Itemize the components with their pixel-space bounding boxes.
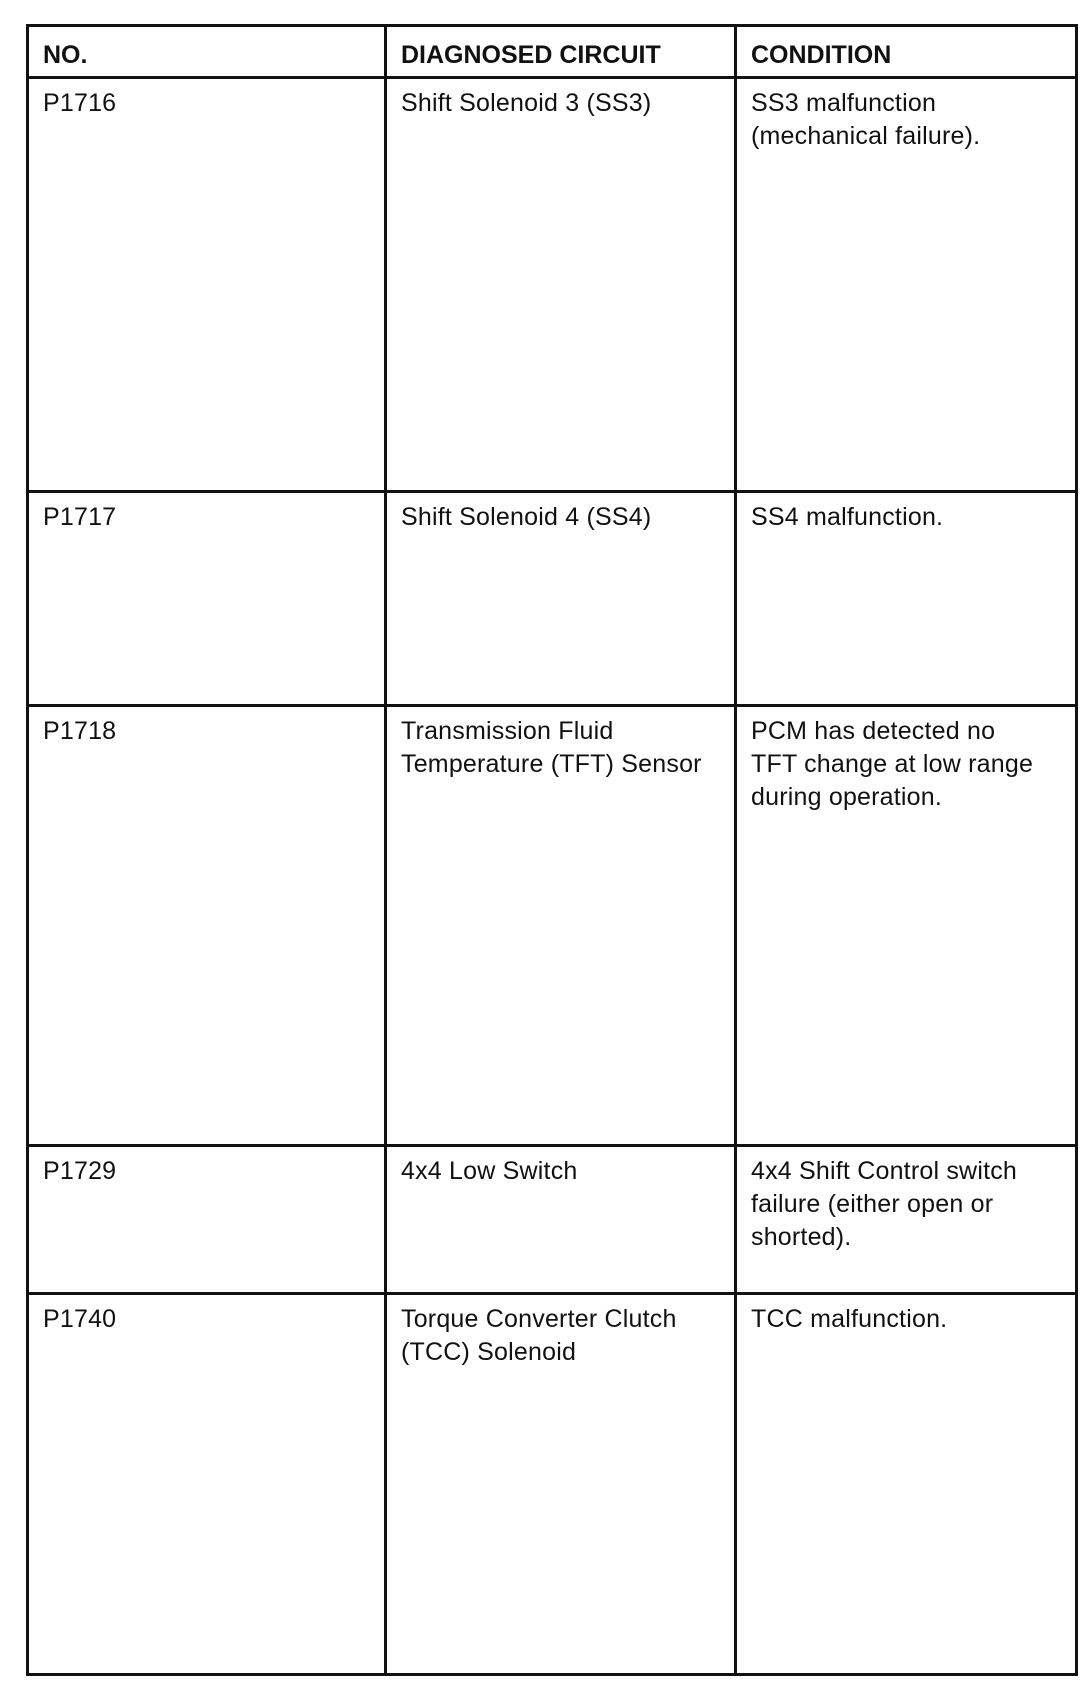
code-text: P1718 — [43, 717, 117, 745]
condition-text: PCM has detected no — [751, 717, 996, 745]
header-diagnosed-circuit: DIAGNOSED CIRCUIT — [387, 27, 737, 76]
cell-condition — [737, 707, 1075, 1144]
condition-text: (mechanical failure). — [751, 122, 981, 150]
condition-text: 4x4 Shift Control switch — [751, 1157, 1018, 1185]
cell-no — [29, 707, 387, 1144]
cell-condition — [737, 79, 1075, 490]
cell-circuit — [387, 707, 737, 1144]
cell-no — [29, 1295, 387, 1673]
cell-circuit — [387, 493, 737, 704]
table-row — [29, 79, 1075, 493]
condition-text: SS3 malfunction — [751, 89, 937, 117]
circuit-text: 4x4 Low Switch — [401, 1157, 578, 1185]
condition-text: TCC malfunction. — [751, 1305, 948, 1333]
table-row — [29, 707, 1075, 1147]
cell-condition — [737, 1295, 1075, 1673]
code-text: P1716 — [43, 89, 117, 117]
cell-circuit — [387, 1147, 737, 1292]
table-row — [29, 493, 1075, 707]
code-text: P1729 — [43, 1157, 117, 1185]
cell-no — [29, 493, 387, 704]
circuit-text: Temperature (TFT) Sensor — [401, 750, 702, 778]
condition-text: failure (either open or — [751, 1190, 994, 1218]
cell-circuit — [387, 79, 737, 490]
code-text: P1740 — [43, 1305, 117, 1333]
circuit-text: Shift Solenoid 3 (SS3) — [401, 89, 652, 117]
header-no: NO. — [29, 27, 387, 76]
table-row — [29, 1295, 1075, 1673]
circuit-text: Transmission Fluid — [401, 717, 614, 745]
cell-condition — [737, 493, 1075, 704]
circuit-text: Torque Converter Clutch — [401, 1305, 677, 1333]
header-condition: CONDITION — [751, 41, 892, 69]
condition-text: during operation. — [751, 783, 943, 811]
cell-condition — [737, 1147, 1075, 1292]
table-row — [29, 1147, 1075, 1295]
condition-text: SS4 malfunction. — [751, 503, 944, 531]
dtc-table — [26, 24, 1078, 1676]
cell-no — [29, 79, 387, 490]
condition-text: TFT change at low range — [751, 750, 1034, 778]
condition-text: shorted). — [751, 1223, 852, 1251]
cell-circuit — [387, 1295, 737, 1673]
table-header-row — [29, 27, 1075, 79]
circuit-text: Shift Solenoid 4 (SS4) — [401, 503, 652, 531]
code-text: P1717 — [43, 503, 117, 531]
circuit-text: (TCC) Solenoid — [401, 1338, 577, 1366]
cell-no — [29, 1147, 387, 1292]
